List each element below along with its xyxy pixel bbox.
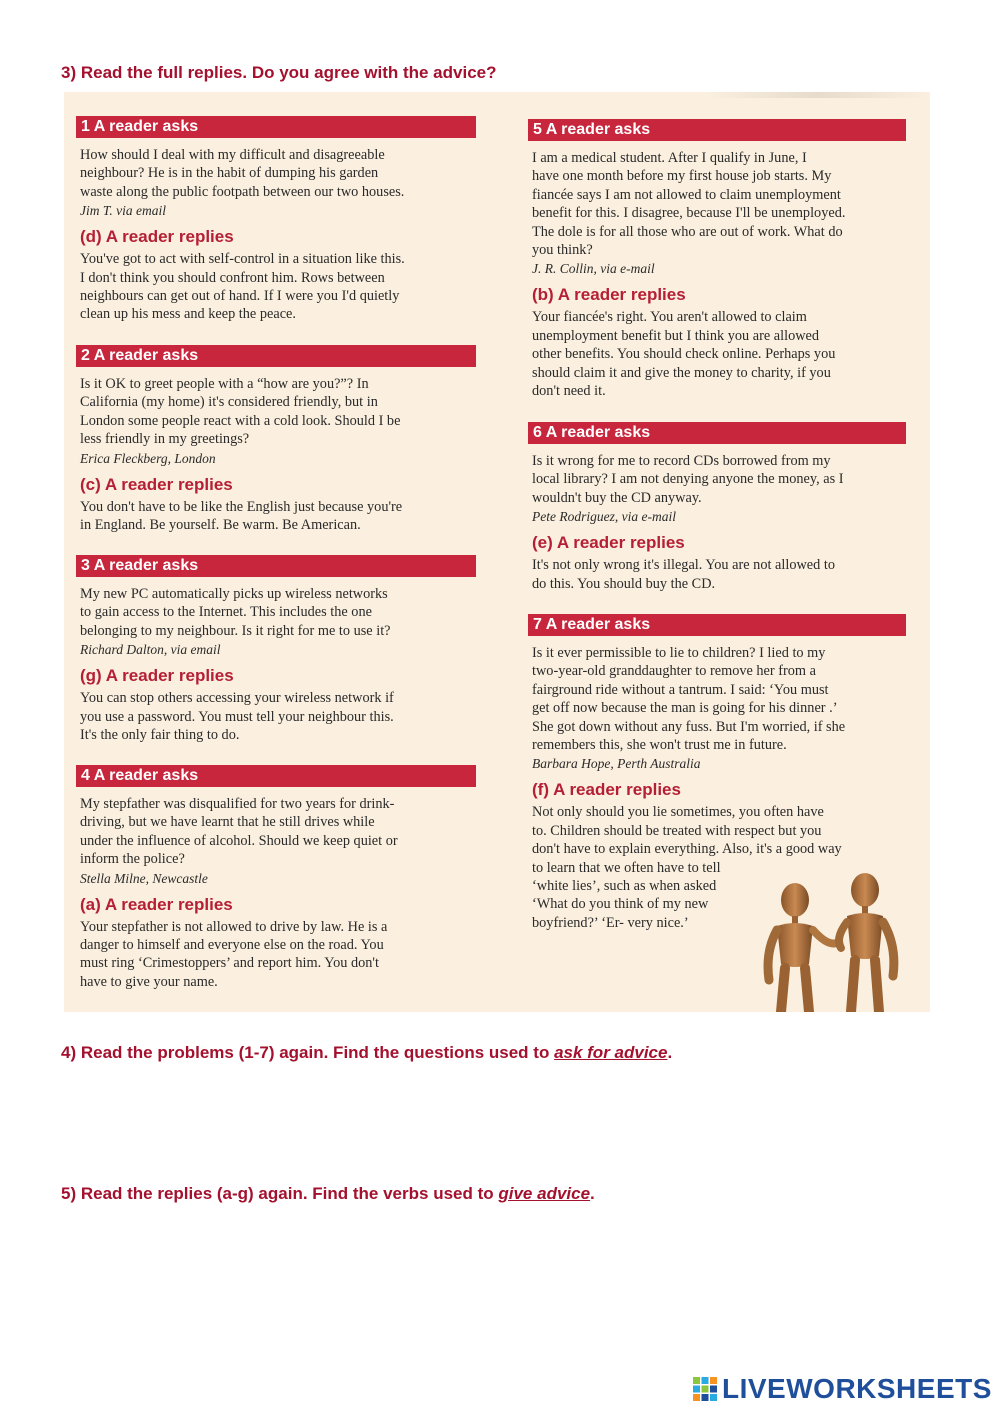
letter-1: [76, 116, 476, 324]
instruction-5: [61, 1184, 595, 1204]
letter-4: [76, 765, 476, 991]
reply-7: Not only should you lie sometimes, you often have to. Children should be treated with respect but you don't have to explain everything. Also, it's a good way to learn that we often have to tell ‘white lies’, such as when asked ‘What do you think of my new boyfriend?’ ‘Er- very nice.’: [532, 804, 842, 931]
signature-7: Barbara Hope, Perth Australia: [532, 756, 701, 772]
asks-bar-3: 3 A reader asks: [76, 555, 476, 577]
question-5: I am a medical student. After I qualify in June, I have one month before my first house job starts. My fiancée says I am not allowed to claim unemployment benefit for this. I disagree, because I'll be unemployed. The dole is for all those who are out of work. What do you think?: [532, 150, 846, 259]
instruction-4-text: 4) Read the problems (1-7) again. Find the questions used to: [61, 1043, 555, 1062]
asks-bar-7: 7 A reader asks: [528, 614, 906, 636]
question-4: My stepfather was disqualified for two years for drink- driving, but we have learnt that he still drives while under the influence of alcohol. Should we keep quiet or inform the police?: [80, 796, 398, 868]
instruction-4: [61, 1043, 672, 1063]
reply-6: It's not only wrong it's illegal. You are not allowed to do this. You should buy the CD.: [532, 557, 835, 592]
letter-3: [76, 555, 476, 744]
signature-1: Jim T. via email: [80, 203, 166, 219]
asks-bar-6: 6 A reader asks: [528, 422, 906, 444]
reply-title-3: (g) A reader replies: [80, 666, 234, 686]
question-2: Is it OK to greet people with a “how are you?”? In California (my home) it's considered friendly, but in London some people react with a cold look. Should I be less friendly in my greetings?: [80, 376, 401, 448]
letter-6: [528, 422, 906, 593]
signature-2: Erica Fleckberg, London: [80, 450, 216, 466]
letter-5: [528, 119, 906, 400]
signature-6: Pete Rodriguez, via e-mail: [532, 509, 676, 525]
signature-4: Stella Milne, Newcastle: [80, 870, 208, 886]
instruction-3: 3) Read the full replies. Do you agree with the advice?: [61, 63, 497, 82]
reply-title-7: (f) A reader replies: [532, 780, 681, 800]
question-1: How should I deal with my difficult and disagreeable neighbour? He is in the habit of dumping his garden waste along the public footpath between our two houses.: [80, 147, 405, 200]
reply-3: You can stop others accessing your wireless network if you use a password. You must tell your neighbour this. It's the only fair thing to do.: [80, 690, 394, 744]
asks-bar-2: 2 A reader asks: [76, 345, 476, 367]
reply-2: You don't have to be like the English just because you're in England. Be yourself. Be warm. Be American.: [80, 498, 403, 534]
reply-title-1: (d) A reader replies: [80, 227, 234, 247]
asks-bar-5: 5 A reader asks: [528, 119, 906, 141]
reply-4: Your stepfather is not allowed to drive by law. He is a danger to himself and everyone else on the road. You must ring ‘Crimestoppers’ and report him. You don't have to give your name.: [80, 918, 388, 990]
reply-1: You've got to act with self-control in a situation like this. I don't think you should confront him. Rows between neighbours can get out of hand. If I were you I'd quietly clean up his mess and keep the peace.: [80, 251, 405, 323]
reply-title-4: (a) A reader replies: [80, 894, 233, 914]
liveworksheets-logo-text: LIVEWORKSHEETS: [722, 1373, 992, 1404]
instruction-5-emphasis: give advice: [498, 1184, 591, 1203]
instruction-5-end: .: [590, 1184, 595, 1203]
reply-5: Your fiancée's right. You aren't allowed to claim unemployment benefit but I think you are allowed other benefits. You should check online. Perhaps you should claim it and give the money to charity, if you don't need it.: [532, 309, 836, 400]
question-7: Is it ever permissible to lie to children? I lied to my two-year-old granddaughter to remove her from a fairground ride without a tantrum. I said: ‘You must get off now because the man is going for his dinner .’ She got down without any fuss. But I'm worried, if she remembers this, she won't trust me in future.: [532, 645, 846, 754]
letter-2: [76, 345, 476, 534]
signature-5: J. R. Collin, via e-mail: [532, 261, 655, 277]
instruction-5-text: 5) Read the replies (a-g) again. Find the verbs used to: [61, 1184, 499, 1203]
liveworksheets-logo: [692, 1374, 992, 1404]
question-3: My new PC automatically picks up wireless networks to gain access to the Internet. This includes the one belonging to my neighbour. Is it right for me to use it?: [80, 586, 391, 639]
wooden-mannequins-illustration: [757, 872, 927, 1012]
reply-title-6: (e) A reader replies: [532, 533, 685, 553]
instruction-4-end: .: [667, 1043, 673, 1062]
asks-bar-1: 1 A reader asks: [76, 116, 476, 138]
advice-column-image: [64, 92, 930, 1012]
reply-title-5: (b) A reader replies: [532, 285, 686, 305]
asks-bar-4: 4 A reader asks: [76, 765, 476, 787]
signature-3: Richard Dalton, via email: [80, 642, 221, 658]
question-6: Is it wrong for me to record CDs borrowed from my local library? I am not denying anyone the money, as I wouldn't buy the CD anyway.: [532, 453, 844, 506]
liveworksheets-logo-icon: [692, 1376, 718, 1402]
instruction-4-emphasis: ask for advice: [554, 1043, 668, 1062]
reply-title-2: (c) A reader replies: [80, 474, 233, 494]
